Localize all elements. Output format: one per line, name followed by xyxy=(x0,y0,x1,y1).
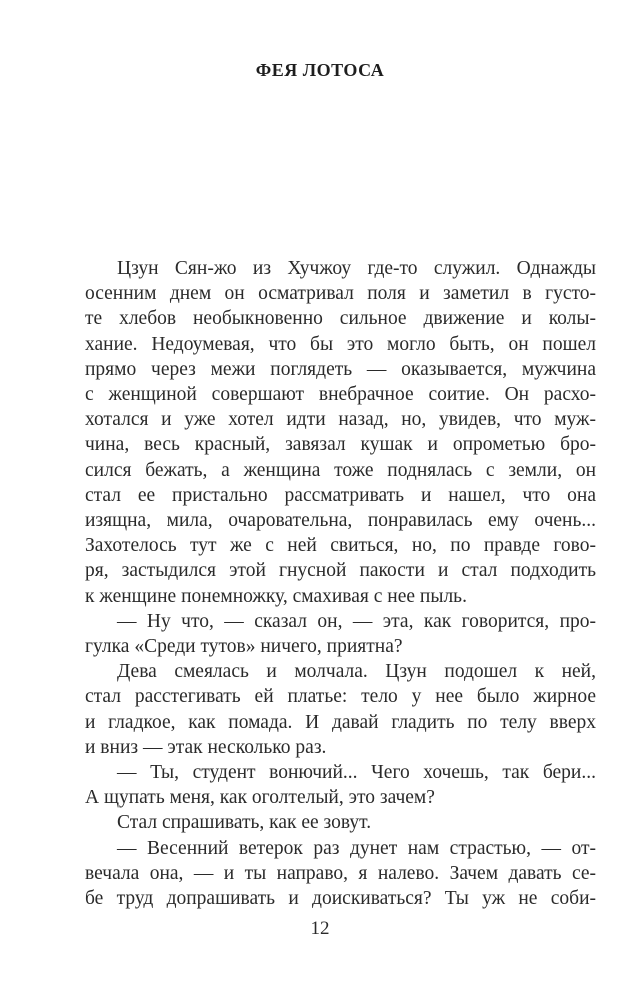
paragraph xyxy=(85,659,596,760)
text-line: изящна, мила, очаровательна, понравилась ему очень... xyxy=(85,510,596,532)
text-line: и гладкое, как помада. И давай гладить по телу вверх xyxy=(85,711,596,733)
text-line: — Весенний ветерок раз дунет нам страстью, — от- xyxy=(117,837,596,859)
text-line: ря, застыдился этой гнусной пакости и стал подходить xyxy=(85,560,596,582)
text-line: стал ее пристально рассматривать и нашел, что она xyxy=(85,484,596,506)
text-line: — Ну что, — сказал он, — эта, как говорится, про- xyxy=(117,610,596,632)
text-line: хание. Недоумевая, что бы это могло быть, он пошел xyxy=(85,333,596,355)
text-line: Дева смеялась и молчала. Цзун подошел к ней, xyxy=(117,661,596,683)
text-line: к женщине понемножку, смахивая с нее пыль. xyxy=(85,585,467,607)
text-line: сился бежать, а женщина тоже поднялась с земли, он xyxy=(85,459,596,481)
body-text xyxy=(85,256,596,911)
paragraph xyxy=(85,836,596,912)
text-line: гулка «Среди тутов» ничего, приятна? xyxy=(85,636,403,658)
text-line: бе труд допрашивать и доискиваться? Ты уж не соби- xyxy=(85,888,596,910)
text-line: прямо через межи поглядеть — оказывается, мужчина xyxy=(85,358,596,380)
text-line: А щупать меня, как оголтелый, это зачем? xyxy=(85,787,435,809)
paragraph xyxy=(85,256,596,609)
paragraph xyxy=(85,609,596,659)
text-line: и вниз — этак несколько раз. xyxy=(85,736,327,758)
paragraph xyxy=(85,810,596,835)
text-line: стал расстегивать ей платье: тело у нее было жирное xyxy=(85,686,596,708)
text-line: те хлебов необыкновенно сильное движение и колы- xyxy=(85,308,596,330)
page-number: 12 xyxy=(310,918,330,939)
text-line: вечала она, — и ты направо, я налево. Зачем давать се- xyxy=(85,862,596,884)
paragraph xyxy=(85,760,596,810)
text-line: — Ты, студент вонючий... Чего хочешь, так бери... xyxy=(117,762,596,784)
text-line: хотался и уже хотел идти назад, но, увидев, что муж- xyxy=(85,409,596,431)
text-line: осенним днем он осматривал поля и заметил в густо- xyxy=(85,283,596,305)
text-line: Цзун Сян-жо из Хучжоу где-то служил. Однажды xyxy=(117,258,596,279)
text-line: с женщиной совершают внебрачное соитие. Он расхо- xyxy=(85,384,596,406)
text-line: Стал спрашивать, как ее зовут. xyxy=(117,812,372,834)
chapter-title: ФЕЯ ЛОТОСА xyxy=(255,60,385,80)
text-line: Захотелось тут же с ней свиться, но, по правде гово- xyxy=(85,535,596,557)
text-line: чина, весь красный, завязал кушак и опрометью бро- xyxy=(85,434,596,456)
